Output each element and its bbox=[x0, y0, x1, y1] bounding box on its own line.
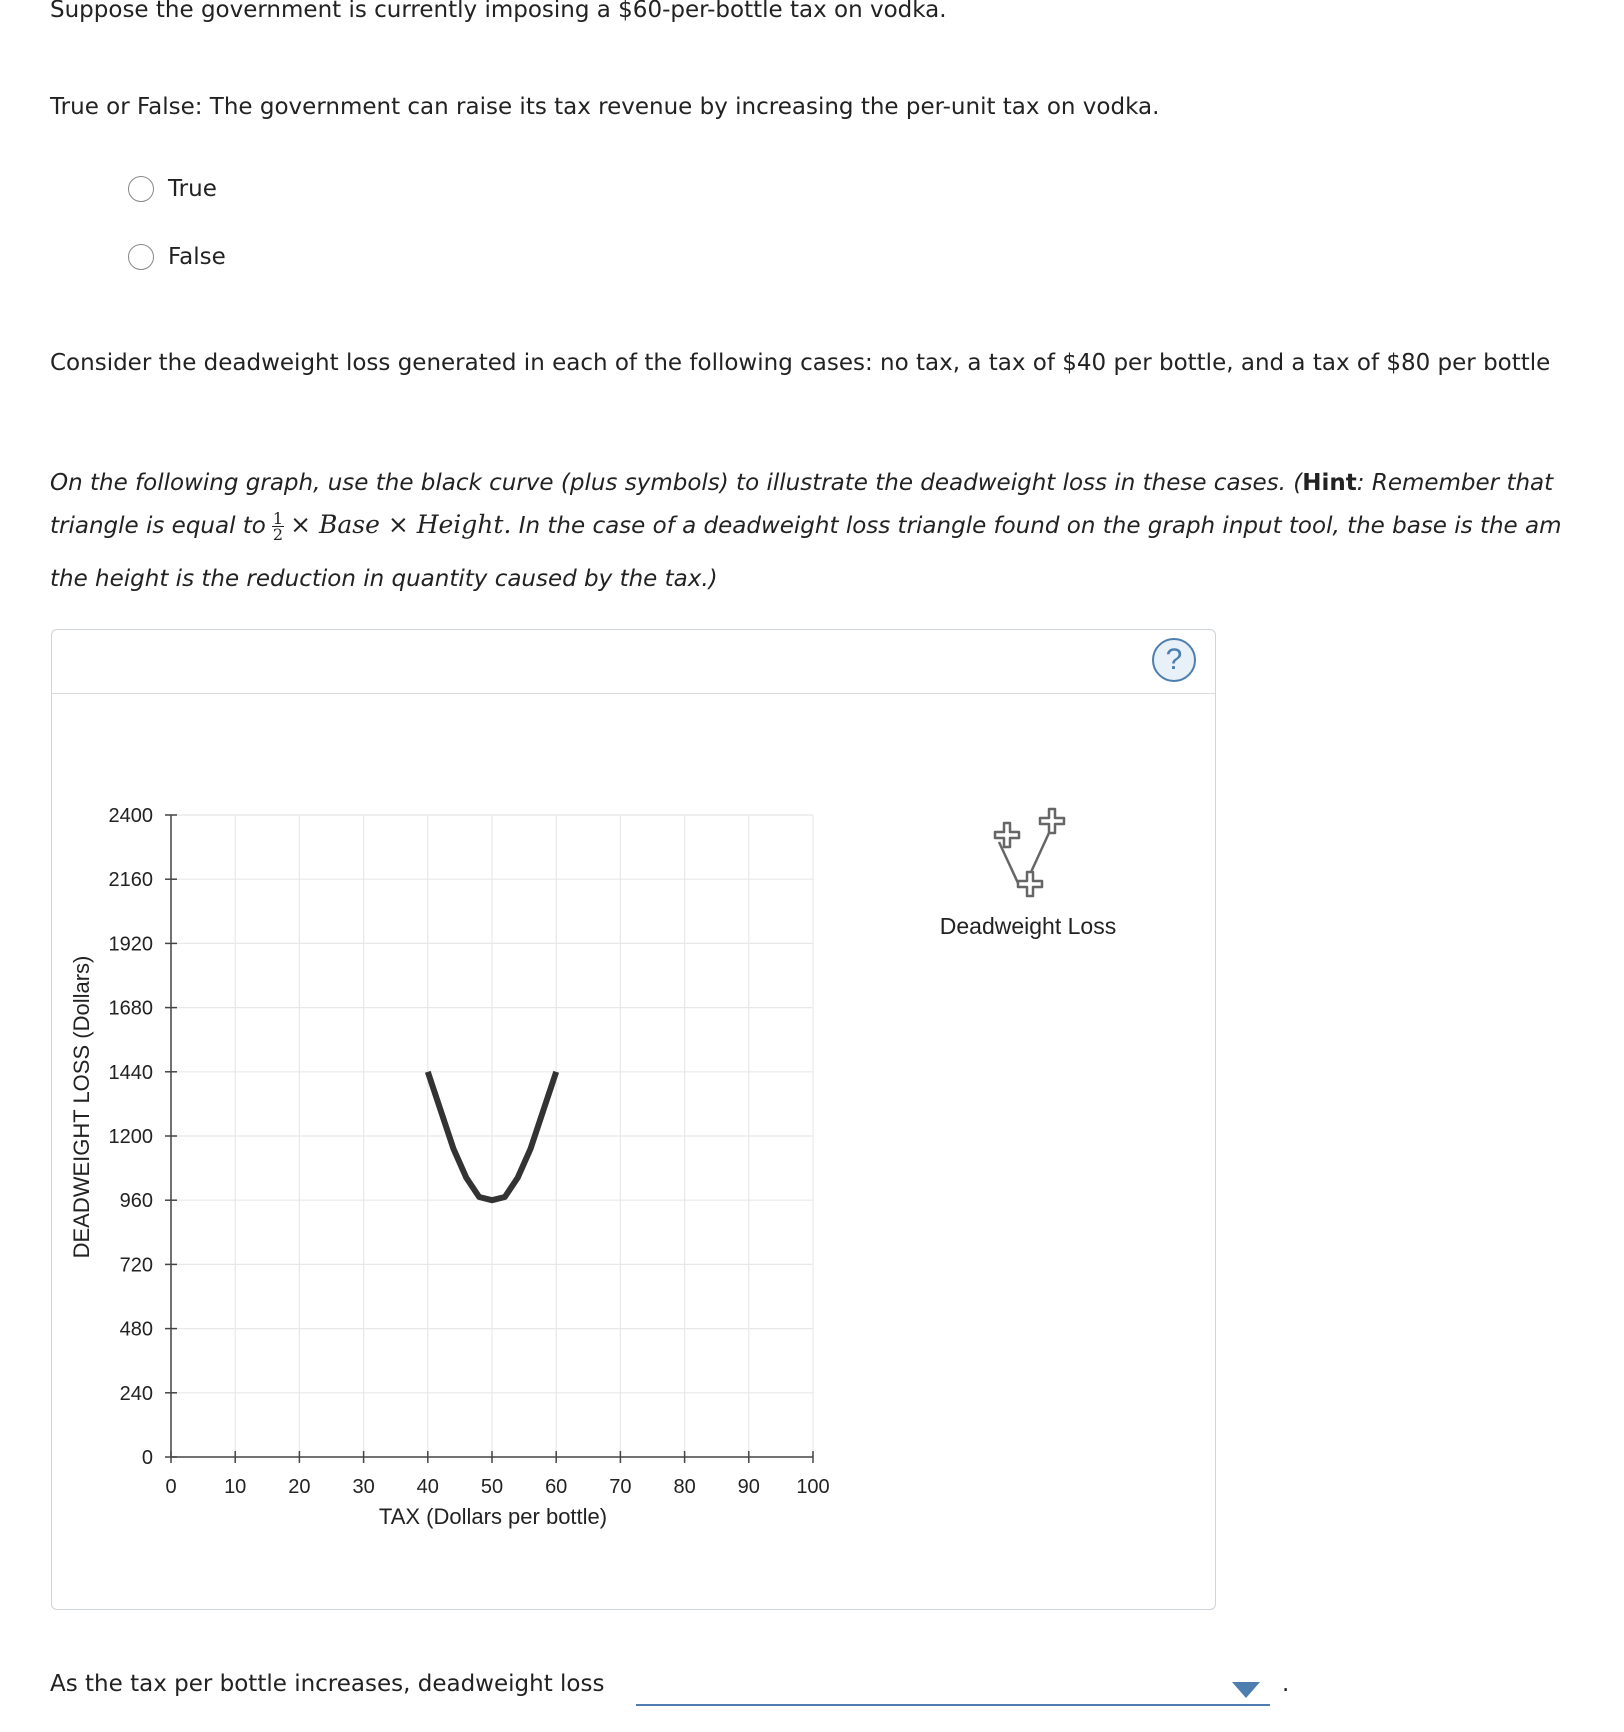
y-tick-label: 1680 bbox=[108, 997, 153, 1020]
hint-lead: On the following graph, use the black curve (plus symbols) to illustrate the deadweight loss in these cases. ( bbox=[50, 470, 1303, 496]
y-tick-label: 480 bbox=[119, 1318, 153, 1341]
question-intro: Suppose the government is currently imposing a $60-per-bottle tax on vodka. bbox=[50, 0, 947, 23]
final-question-text: As the tax per bottle increases, deadweight loss bbox=[50, 1671, 605, 1697]
sentence-period: . bbox=[1282, 1671, 1290, 1697]
x-tick-label: 10 bbox=[224, 1476, 247, 1498]
x-tick-label: 90 bbox=[737, 1476, 760, 1498]
hint-line2-end: In the case of a deadweight loss triangle found on the graph input tool, the base is the am bbox=[518, 513, 1562, 539]
y-tick-label: 0 bbox=[141, 1447, 153, 1469]
help-icon[interactable]: ? bbox=[1152, 638, 1196, 682]
hint-line-3: the height is the reduction in quantity caused by the tax.) bbox=[50, 566, 718, 592]
x-axis-label: TAX (Dollars per bottle) bbox=[378, 1504, 608, 1529]
fraction-numerator: 1 bbox=[272, 509, 284, 528]
y-tick-label: 1920 bbox=[108, 933, 153, 956]
tick-labels bbox=[109, 805, 830, 1498]
y-tick-label: 240 bbox=[119, 1382, 153, 1405]
radio-label-true: True bbox=[168, 176, 217, 202]
x-tick-label: 30 bbox=[352, 1476, 375, 1498]
fraction-denominator: 2 bbox=[272, 525, 284, 544]
radio-label-false: False bbox=[168, 244, 226, 270]
y-tick-label: 1200 bbox=[108, 1126, 153, 1148]
grid-lines bbox=[171, 815, 813, 1457]
area-formula: × Base × Height. bbox=[290, 510, 512, 539]
y-axis-label: DEADWEIGHT LOSS (Dollars) bbox=[69, 955, 94, 1259]
axes bbox=[165, 815, 813, 1463]
x-tick-label: 70 bbox=[609, 1476, 632, 1498]
deadweight-loss-dropdown[interactable] bbox=[636, 1668, 1270, 1706]
x-tick-label: 40 bbox=[416, 1476, 439, 1498]
dropdown-arrow-icon bbox=[1232, 1682, 1260, 1698]
y-tick-label: 2400 bbox=[108, 805, 153, 827]
y-tick-label: 2160 bbox=[108, 869, 153, 892]
x-tick-label: 50 bbox=[480, 1476, 504, 1498]
deadweight-loss-tool[interactable] bbox=[995, 809, 1064, 896]
x-tick-label: 100 bbox=[796, 1476, 830, 1498]
hint-line2-start: triangle is equal to bbox=[50, 513, 266, 539]
x-tick-label: 80 bbox=[673, 1476, 696, 1498]
plus-marker-icon[interactable] bbox=[1018, 872, 1042, 896]
x-tick-label: 0 bbox=[165, 1476, 177, 1498]
y-tick-label: 1440 bbox=[108, 1061, 153, 1084]
deadweight-loss-cases-text: Consider the deadweight loss generated in each of the following cases: no tax, a tax of $40 per bottle, and a tax of $80 per bottle bbox=[50, 350, 1551, 376]
x-tick-label: 60 bbox=[545, 1476, 568, 1498]
hint-bold: Hint bbox=[1302, 470, 1357, 496]
question-true-false-prompt: True or False: The government can raise its tax revenue by increasing the per-unit tax on vodka. bbox=[50, 94, 1160, 120]
plus-marker-icon[interactable] bbox=[1040, 809, 1064, 833]
x-tick-label: 20 bbox=[288, 1476, 311, 1498]
legend-label: Deadweight Loss bbox=[939, 913, 1117, 939]
y-tick-label: 960 bbox=[119, 1190, 153, 1213]
y-tick-label: 720 bbox=[119, 1254, 153, 1277]
hint-rest: : Remember that bbox=[1356, 470, 1554, 496]
